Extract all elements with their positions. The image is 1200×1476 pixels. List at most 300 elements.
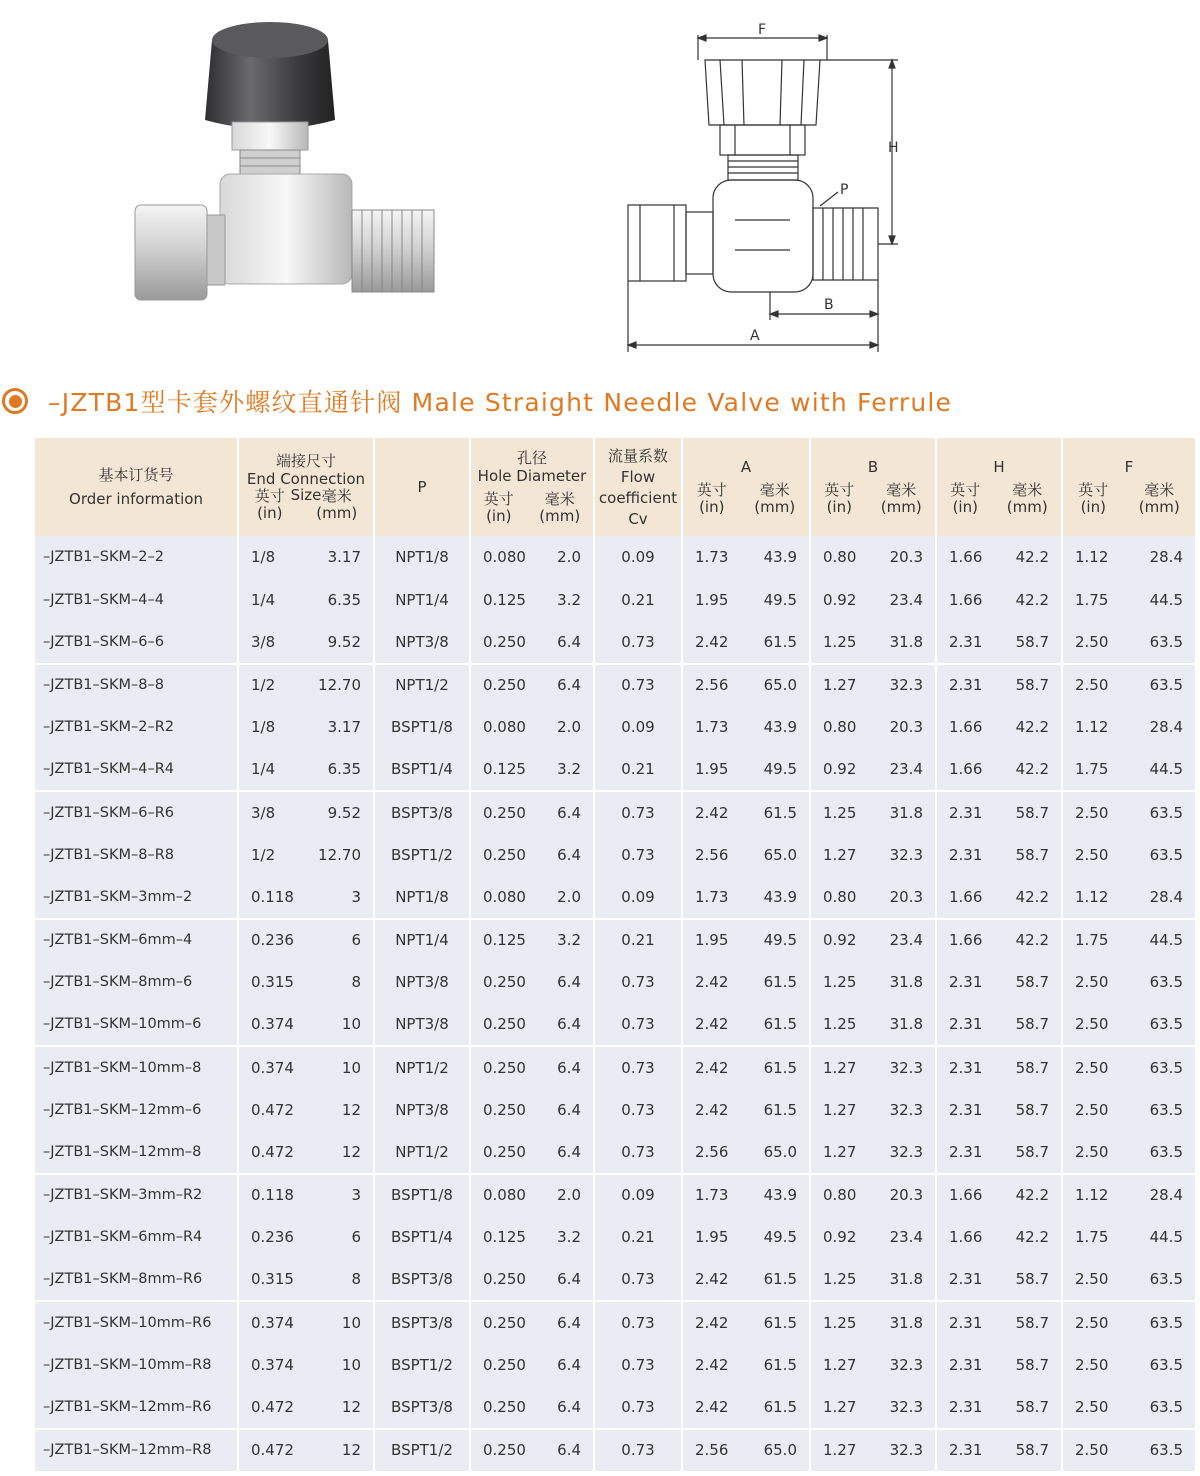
table-row bbox=[35, 1131, 1195, 1174]
cell-inch: 1.27 bbox=[823, 1397, 857, 1416]
cell-mm: 61.5 bbox=[763, 632, 797, 651]
table-row bbox=[35, 1004, 1195, 1047]
cell-inch: 1.95 bbox=[695, 760, 729, 779]
cell-inch: 0.374 bbox=[251, 1058, 294, 1077]
cell-inch: 0.374 bbox=[251, 1015, 294, 1034]
cell-mm: 49.5 bbox=[763, 760, 797, 779]
cell-mm: 2.0 bbox=[557, 887, 581, 906]
cell-mm: 58.7 bbox=[1015, 1355, 1049, 1374]
cell-end-size bbox=[238, 961, 374, 1004]
cell-inch: 1.73 bbox=[695, 887, 729, 906]
cell-inch: 2.42 bbox=[695, 1397, 729, 1416]
cell-mm: 65.0 bbox=[763, 1142, 797, 1161]
cell-mm: 6.4 bbox=[557, 803, 581, 822]
cell-hole-diameter bbox=[470, 1386, 594, 1429]
cell-inch: 1.25 bbox=[823, 973, 857, 992]
cell-inch: 2.50 bbox=[1075, 1355, 1109, 1374]
cell-end-size bbox=[238, 1089, 374, 1132]
cell-inch: 0.250 bbox=[483, 1270, 526, 1289]
cell-hole-diameter bbox=[470, 834, 594, 877]
cell-p-thread: BSPT1/2 bbox=[374, 834, 470, 877]
cell-mm: 23.4 bbox=[889, 931, 923, 950]
cell-flow-cv: 0.73 bbox=[594, 1004, 682, 1047]
cell-mm: 6.4 bbox=[557, 1058, 581, 1077]
cell-dim-b bbox=[810, 834, 936, 877]
cell-mm: 63.5 bbox=[1149, 1313, 1183, 1332]
cell-hole-diameter bbox=[470, 1089, 594, 1132]
cell-inch: 1.66 bbox=[949, 1186, 983, 1205]
cell-inch: 0.472 bbox=[251, 1441, 294, 1460]
cell-mm: 63.5 bbox=[1149, 803, 1183, 822]
cell-mm: 3.2 bbox=[557, 590, 581, 609]
cell-mm: 58.7 bbox=[1015, 973, 1049, 992]
cell-inch: 2.50 bbox=[1075, 1100, 1109, 1119]
cell-dim-f bbox=[1062, 1174, 1195, 1217]
cell-mm: 10 bbox=[341, 1058, 361, 1077]
cell-end-size bbox=[238, 536, 374, 579]
cell-mm: 44.5 bbox=[1149, 931, 1183, 950]
cell-inch: 2.31 bbox=[949, 1441, 983, 1460]
cell-end-size bbox=[238, 621, 374, 664]
cell-mm: 31.8 bbox=[889, 632, 923, 651]
cell-p-thread: BSPT3/8 bbox=[374, 1386, 470, 1429]
cell-inch: 0.92 bbox=[823, 590, 857, 609]
cell-dim-a bbox=[682, 1344, 810, 1387]
cell-inch: 1/2 bbox=[251, 845, 276, 864]
cell-inch: 0.118 bbox=[251, 1186, 294, 1205]
cell-inch: 1.75 bbox=[1075, 931, 1109, 950]
cell-end-size bbox=[238, 1174, 374, 1217]
cell-mm: 12 bbox=[341, 1100, 361, 1119]
cell-mm: 6.4 bbox=[557, 1142, 581, 1161]
cell-mm: 28.4 bbox=[1149, 1186, 1183, 1205]
cell-hole-diameter bbox=[470, 919, 594, 962]
cell-mm: 32.3 bbox=[889, 1058, 923, 1077]
cell-end-size bbox=[238, 1004, 374, 1047]
cell-order-number: –JZTB1–SKM–10mm–R6 bbox=[35, 1301, 238, 1344]
cell-hole-diameter bbox=[470, 876, 594, 919]
cell-hole-diameter bbox=[470, 579, 594, 622]
cell-inch: 0.250 bbox=[483, 1397, 526, 1416]
cell-end-size bbox=[238, 1259, 374, 1302]
cell-order-number: –JZTB1–SKM–2–R2 bbox=[35, 706, 238, 749]
cell-inch: 2.50 bbox=[1075, 676, 1109, 695]
cell-p-thread: BSPT1/8 bbox=[374, 1174, 470, 1217]
cell-order-number: –JZTB1–SKM–3mm–2 bbox=[35, 876, 238, 919]
cell-mm: 58.7 bbox=[1015, 1313, 1049, 1332]
cell-mm: 6.4 bbox=[557, 1397, 581, 1416]
cell-inch: 0.472 bbox=[251, 1142, 294, 1161]
cell-p-thread: NPT1/2 bbox=[374, 1046, 470, 1089]
cell-order-number: –JZTB1–SKM–6mm–4 bbox=[35, 919, 238, 962]
cell-dim-b bbox=[810, 876, 936, 919]
table-row bbox=[35, 579, 1195, 622]
cell-dim-h bbox=[936, 749, 1062, 792]
cell-hole-diameter bbox=[470, 1429, 594, 1472]
cell-inch: 2.56 bbox=[695, 676, 729, 695]
cell-mm: 10 bbox=[341, 1355, 361, 1374]
cell-mm: 6 bbox=[351, 931, 361, 950]
cell-mm: 43.9 bbox=[763, 718, 797, 737]
cell-dim-f bbox=[1062, 706, 1195, 749]
cell-mm: 28.4 bbox=[1149, 718, 1183, 737]
cell-end-size bbox=[238, 1216, 374, 1259]
cell-inch: 0.125 bbox=[483, 590, 526, 609]
cell-inch: 2.31 bbox=[949, 1270, 983, 1289]
cell-dim-b bbox=[810, 1259, 936, 1302]
cell-mm: 58.7 bbox=[1015, 1397, 1049, 1416]
cell-mm: 31.8 bbox=[889, 1313, 923, 1332]
cell-mm: 58.7 bbox=[1015, 676, 1049, 695]
cell-inch: 2.50 bbox=[1075, 1313, 1109, 1332]
cell-inch: 2.50 bbox=[1075, 845, 1109, 864]
cell-inch: 0.236 bbox=[251, 931, 294, 950]
cell-dim-h bbox=[936, 1344, 1062, 1387]
cell-mm: 6.4 bbox=[557, 1100, 581, 1119]
cell-order-number: –JZTB1–SKM–6–6 bbox=[35, 621, 238, 664]
cell-order-number: –JZTB1–SKM–8–R8 bbox=[35, 834, 238, 877]
cell-mm: 58.7 bbox=[1015, 845, 1049, 864]
cell-inch: 0.374 bbox=[251, 1313, 294, 1332]
cell-flow-cv: 0.73 bbox=[594, 961, 682, 1004]
cell-hole-diameter bbox=[470, 621, 594, 664]
cell-dim-f bbox=[1062, 1089, 1195, 1132]
col-header-p: P bbox=[374, 438, 470, 536]
cell-inch: 1.25 bbox=[823, 1313, 857, 1332]
cell-inch: 0.125 bbox=[483, 1228, 526, 1247]
cell-mm: 6.4 bbox=[557, 632, 581, 651]
cell-mm: 49.5 bbox=[763, 590, 797, 609]
cell-dim-b bbox=[810, 1429, 936, 1472]
cell-flow-cv: 0.73 bbox=[594, 1089, 682, 1132]
cell-dim-a bbox=[682, 791, 810, 834]
cell-p-thread: BSPT1/4 bbox=[374, 1216, 470, 1259]
cell-dim-f bbox=[1062, 791, 1195, 834]
cell-mm: 31.8 bbox=[889, 973, 923, 992]
cell-hole-diameter bbox=[470, 1046, 594, 1089]
cell-inch: 0.315 bbox=[251, 1270, 294, 1289]
cell-mm: 31.8 bbox=[889, 1270, 923, 1289]
cell-inch: 2.31 bbox=[949, 1100, 983, 1119]
cell-inch: 0.472 bbox=[251, 1100, 294, 1119]
cell-inch: 1.12 bbox=[1075, 1186, 1109, 1205]
cell-hole-diameter bbox=[470, 1174, 594, 1217]
cell-mm: 32.3 bbox=[889, 1355, 923, 1374]
cell-inch: 1.27 bbox=[823, 1441, 857, 1460]
cell-inch: 0.250 bbox=[483, 1015, 526, 1034]
cell-dim-f bbox=[1062, 1429, 1195, 1472]
cell-mm: 63.5 bbox=[1149, 973, 1183, 992]
cell-mm: 61.5 bbox=[763, 1355, 797, 1374]
dim-label-H: H bbox=[888, 140, 899, 156]
cell-p-thread: BSPT3/8 bbox=[374, 1259, 470, 1302]
cell-hole-diameter bbox=[470, 1344, 594, 1387]
cell-mm: 9.52 bbox=[327, 803, 361, 822]
cell-inch: 1.25 bbox=[823, 1015, 857, 1034]
cell-flow-cv: 0.09 bbox=[594, 706, 682, 749]
cell-inch: 1/4 bbox=[251, 760, 276, 779]
cell-order-number: –JZTB1–SKM–3mm–R2 bbox=[35, 1174, 238, 1217]
cell-hole-diameter bbox=[470, 1216, 594, 1259]
cell-mm: 63.5 bbox=[1149, 1058, 1183, 1077]
cell-mm: 58.7 bbox=[1015, 1100, 1049, 1119]
cell-dim-a bbox=[682, 834, 810, 877]
cell-flow-cv: 0.73 bbox=[594, 1259, 682, 1302]
cell-dim-a bbox=[682, 1174, 810, 1217]
col-header-h: H 英寸 (in) 毫米 (mm) bbox=[936, 438, 1062, 536]
cell-inch: 0.250 bbox=[483, 973, 526, 992]
cell-hole-diameter bbox=[470, 1004, 594, 1047]
cell-mm: 12.70 bbox=[318, 676, 361, 695]
cell-end-size bbox=[238, 1344, 374, 1387]
dimension-drawing bbox=[620, 20, 910, 355]
cell-inch: 1.66 bbox=[949, 887, 983, 906]
cell-mm: 32.3 bbox=[889, 1397, 923, 1416]
table-row bbox=[35, 664, 1195, 707]
cell-inch: 1.75 bbox=[1075, 590, 1109, 609]
cell-end-size bbox=[238, 1386, 374, 1429]
cell-mm: 61.5 bbox=[763, 1313, 797, 1332]
cell-order-number: –JZTB1–SKM–6–R6 bbox=[35, 791, 238, 834]
cell-hole-diameter bbox=[470, 706, 594, 749]
cell-inch: 2.50 bbox=[1075, 973, 1109, 992]
cell-flow-cv: 0.73 bbox=[594, 1344, 682, 1387]
cell-mm: 23.4 bbox=[889, 1228, 923, 1247]
cell-inch: 1.66 bbox=[949, 718, 983, 737]
cell-p-thread: BSPT1/2 bbox=[374, 1429, 470, 1472]
cell-mm: 58.7 bbox=[1015, 632, 1049, 651]
cell-mm: 58.7 bbox=[1015, 1270, 1049, 1289]
cell-dim-h bbox=[936, 919, 1062, 962]
cell-dim-a bbox=[682, 919, 810, 962]
cell-inch: 2.50 bbox=[1075, 632, 1109, 651]
cell-p-thread: NPT1/4 bbox=[374, 919, 470, 962]
cell-inch: 0.80 bbox=[823, 718, 857, 737]
table-row bbox=[35, 1344, 1195, 1387]
cell-mm: 20.3 bbox=[889, 548, 923, 567]
cell-dim-f bbox=[1062, 579, 1195, 622]
cell-mm: 20.3 bbox=[889, 1186, 923, 1205]
cell-dim-h bbox=[936, 1259, 1062, 1302]
table-row bbox=[35, 876, 1195, 919]
cell-flow-cv: 0.21 bbox=[594, 919, 682, 962]
cell-dim-b bbox=[810, 1344, 936, 1387]
cell-inch: 1/8 bbox=[251, 548, 276, 567]
cell-mm: 12 bbox=[341, 1397, 361, 1416]
cell-mm: 43.9 bbox=[763, 548, 797, 567]
cell-hole-diameter bbox=[470, 1131, 594, 1174]
cell-hole-diameter bbox=[470, 961, 594, 1004]
cell-mm: 42.2 bbox=[1015, 548, 1049, 567]
cell-dim-h bbox=[936, 1386, 1062, 1429]
cell-inch: 1.27 bbox=[823, 1058, 857, 1077]
table-body bbox=[35, 536, 1195, 1471]
cell-mm: 32.3 bbox=[889, 1100, 923, 1119]
cell-dim-f bbox=[1062, 1386, 1195, 1429]
table-row bbox=[35, 1301, 1195, 1344]
spec-table bbox=[35, 438, 1195, 1471]
cell-inch: 0.374 bbox=[251, 1355, 294, 1374]
cell-mm: 6.4 bbox=[557, 1355, 581, 1374]
cell-order-number: –JZTB1–SKM–8–8 bbox=[35, 664, 238, 707]
cell-mm: 42.2 bbox=[1015, 931, 1049, 950]
cell-mm: 2.0 bbox=[557, 1186, 581, 1205]
cell-dim-h bbox=[936, 621, 1062, 664]
cell-inch: 2.56 bbox=[695, 845, 729, 864]
cell-dim-a bbox=[682, 664, 810, 707]
cell-mm: 3.2 bbox=[557, 1228, 581, 1247]
cell-mm: 2.0 bbox=[557, 718, 581, 737]
cell-dim-f bbox=[1062, 919, 1195, 962]
cell-order-number: –JZTB1–SKM–12mm–R6 bbox=[35, 1386, 238, 1429]
cell-mm: 9.52 bbox=[327, 632, 361, 651]
cell-dim-a bbox=[682, 1216, 810, 1259]
cell-inch: 2.31 bbox=[949, 1313, 983, 1332]
cell-mm: 44.5 bbox=[1149, 590, 1183, 609]
cell-inch: 2.42 bbox=[695, 1355, 729, 1374]
cell-end-size bbox=[238, 664, 374, 707]
cell-mm: 10 bbox=[341, 1015, 361, 1034]
cell-flow-cv: 0.09 bbox=[594, 876, 682, 919]
cell-mm: 63.5 bbox=[1149, 1355, 1183, 1374]
cell-inch: 2.42 bbox=[695, 1015, 729, 1034]
cell-dim-h bbox=[936, 1429, 1062, 1472]
cell-inch: 2.31 bbox=[949, 1397, 983, 1416]
cell-dim-h bbox=[936, 579, 1062, 622]
cell-end-size bbox=[238, 834, 374, 877]
cell-dim-a bbox=[682, 1429, 810, 1472]
cell-end-size bbox=[238, 876, 374, 919]
cell-order-number: –JZTB1–SKM–12mm–6 bbox=[35, 1089, 238, 1132]
cell-inch: 1.27 bbox=[823, 1142, 857, 1161]
table-row bbox=[35, 1429, 1195, 1472]
cell-dim-b bbox=[810, 1386, 936, 1429]
cell-inch: 0.250 bbox=[483, 1441, 526, 1460]
product-photo bbox=[120, 10, 450, 330]
cell-dim-a bbox=[682, 1046, 810, 1089]
cell-mm: 61.5 bbox=[763, 1270, 797, 1289]
cell-dim-f bbox=[1062, 1344, 1195, 1387]
cell-mm: 6 bbox=[351, 1228, 361, 1247]
cell-inch: 2.42 bbox=[695, 973, 729, 992]
cell-mm: 31.8 bbox=[889, 803, 923, 822]
cell-p-thread: NPT1/2 bbox=[374, 664, 470, 707]
cell-inch: 0.250 bbox=[483, 1058, 526, 1077]
cell-inch: 0.92 bbox=[823, 931, 857, 950]
cell-dim-h bbox=[936, 664, 1062, 707]
cell-inch: 1/8 bbox=[251, 718, 276, 737]
cell-mm: 49.5 bbox=[763, 1228, 797, 1247]
cell-dim-b bbox=[810, 1131, 936, 1174]
cell-flow-cv: 0.21 bbox=[594, 579, 682, 622]
cell-inch: 0.80 bbox=[823, 1186, 857, 1205]
cell-dim-f bbox=[1062, 1259, 1195, 1302]
cell-end-size bbox=[238, 1301, 374, 1344]
cell-dim-f bbox=[1062, 834, 1195, 877]
cell-end-size bbox=[238, 1046, 374, 1089]
cell-inch: 1.95 bbox=[695, 590, 729, 609]
cell-mm: 65.0 bbox=[763, 1441, 797, 1460]
cell-inch: 2.31 bbox=[949, 1058, 983, 1077]
cell-end-size bbox=[238, 919, 374, 962]
cell-inch: 1.95 bbox=[695, 1228, 729, 1247]
cell-inch: 1.95 bbox=[695, 931, 729, 950]
cell-inch: 1.66 bbox=[949, 931, 983, 950]
cell-inch: 0.080 bbox=[483, 887, 526, 906]
col-header-f: F 英寸 (in) 毫米 (mm) bbox=[1062, 438, 1195, 536]
table-row bbox=[35, 621, 1195, 664]
cell-mm: 58.7 bbox=[1015, 1441, 1049, 1460]
cell-mm: 32.3 bbox=[889, 1142, 923, 1161]
cell-inch: 2.42 bbox=[695, 1100, 729, 1119]
cell-mm: 61.5 bbox=[763, 1015, 797, 1034]
cell-inch: 1.27 bbox=[823, 676, 857, 695]
cell-mm: 28.4 bbox=[1149, 887, 1183, 906]
cell-inch: 2.42 bbox=[695, 803, 729, 822]
cell-dim-b bbox=[810, 621, 936, 664]
dim-label-F: F bbox=[758, 22, 767, 38]
cell-order-number: –JZTB1–SKM–2–2 bbox=[35, 536, 238, 579]
cell-inch: 2.56 bbox=[695, 1441, 729, 1460]
cell-inch: 2.50 bbox=[1075, 1142, 1109, 1161]
cell-dim-f bbox=[1062, 1131, 1195, 1174]
cell-inch: 0.80 bbox=[823, 548, 857, 567]
cell-mm: 6.4 bbox=[557, 1441, 581, 1460]
cell-p-thread: BSPT1/2 bbox=[374, 1344, 470, 1387]
cell-inch: 1.27 bbox=[823, 1100, 857, 1119]
table-row bbox=[35, 834, 1195, 877]
cell-inch: 1.66 bbox=[949, 1228, 983, 1247]
cell-inch: 1.66 bbox=[949, 548, 983, 567]
cell-flow-cv: 0.09 bbox=[594, 536, 682, 579]
cell-mm: 63.5 bbox=[1149, 632, 1183, 651]
cell-dim-h bbox=[936, 876, 1062, 919]
cell-inch: 1.73 bbox=[695, 718, 729, 737]
cell-p-thread: NPT3/8 bbox=[374, 961, 470, 1004]
cell-dim-b bbox=[810, 536, 936, 579]
cell-dim-a bbox=[682, 536, 810, 579]
cell-flow-cv: 0.09 bbox=[594, 1174, 682, 1217]
cell-order-number: –JZTB1–SKM–12mm–8 bbox=[35, 1131, 238, 1174]
cell-dim-b bbox=[810, 664, 936, 707]
cell-p-thread: NPT1/8 bbox=[374, 536, 470, 579]
cell-hole-diameter bbox=[470, 749, 594, 792]
cell-mm: 58.7 bbox=[1015, 1058, 1049, 1077]
cell-mm: 61.5 bbox=[763, 803, 797, 822]
cell-order-number: –JZTB1–SKM–12mm–R8 bbox=[35, 1429, 238, 1472]
cell-end-size bbox=[238, 1429, 374, 1472]
cell-end-size bbox=[238, 579, 374, 622]
cell-end-size bbox=[238, 791, 374, 834]
cell-dim-h bbox=[936, 834, 1062, 877]
cell-mm: 8 bbox=[351, 1270, 361, 1289]
cell-inch: 0.080 bbox=[483, 1186, 526, 1205]
cell-mm: 42.2 bbox=[1015, 887, 1049, 906]
cell-inch: 2.31 bbox=[949, 1355, 983, 1374]
cell-dim-a bbox=[682, 706, 810, 749]
cell-mm: 31.8 bbox=[889, 1015, 923, 1034]
cell-inch: 0.250 bbox=[483, 803, 526, 822]
cell-mm: 63.5 bbox=[1149, 1441, 1183, 1460]
cell-p-thread: NPT3/8 bbox=[374, 1004, 470, 1047]
cell-flow-cv: 0.73 bbox=[594, 834, 682, 877]
cell-mm: 32.3 bbox=[889, 1441, 923, 1460]
cell-inch: 0.118 bbox=[251, 887, 294, 906]
cell-mm: 49.5 bbox=[763, 931, 797, 950]
cell-p-thread: BSPT3/8 bbox=[374, 1301, 470, 1344]
cell-p-thread: NPT3/8 bbox=[374, 1089, 470, 1132]
table-row bbox=[35, 1386, 1195, 1429]
